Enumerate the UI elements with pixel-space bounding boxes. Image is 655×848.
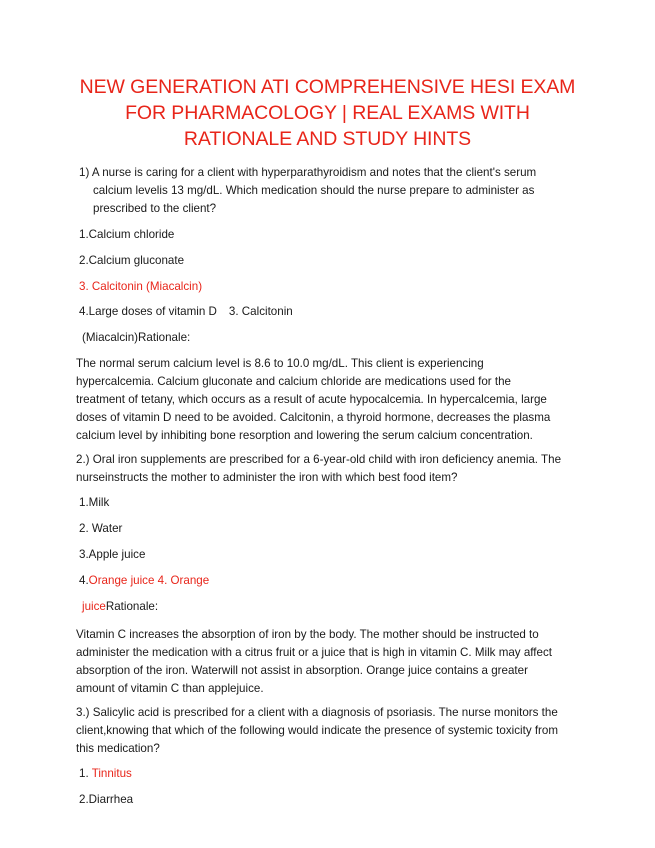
title-line: NEW GENERATION ATI COMPREHENSIVE HESI EXAM [79, 76, 576, 98]
q2-answer-continued [82, 600, 158, 614]
q3-answer-text: Tinnitus [91, 767, 132, 780]
q2-question-line: nurseinstructs the mother to administer the iron with which best food item? [76, 471, 458, 484]
q1-rationale-line: hypercalcemia. Calcium gluconate and calcium chloride are medications used for the [76, 375, 511, 388]
q2-rationale-line: Vitamin C increases the absorption of iron by the body. The mother should be instructed to [76, 628, 539, 641]
q1-option [79, 305, 293, 319]
q1-question-line: calcium levelis 13 mg/dL. Which medication should the nurse prepare to administer as [93, 184, 535, 197]
q2-option-correct [79, 574, 209, 588]
q1-option-text: 4.Large doses of vitamin D [79, 305, 217, 318]
title-line: RATIONALE AND STUDY HINTS [183, 128, 472, 150]
q2-option: 1.Milk [79, 496, 110, 509]
q1-question-line: prescribed to the client? [93, 202, 217, 215]
q1-rationale-line: doses of vitamin D need to be avoided. Calcitonin, a thyroid hormone, decreases the plasma [76, 411, 551, 424]
q1-rationale-line: The normal serum calcium level is 8.6 to 10.0 mg/dL. This client is experiencing [76, 357, 484, 370]
q2-answer-text: Orange juice 4. Orange [88, 574, 210, 587]
q2-answer-red: juice [82, 600, 106, 613]
q3-option-correct [79, 767, 132, 781]
q1-question-line: 1) A nurse is caring for a client with hyperparathyroidism and notes that the client's serum [79, 166, 537, 179]
q2-rationale-line: amount of vitamin C than applejuice. [76, 682, 264, 695]
q3-question-line: 3.) Salicylic acid is prescribed for a client with a diagnosis of psoriasis. The nurse monitors the [76, 706, 558, 719]
q2-question-line: 2.) Oral iron supplements are prescribed for a 6-year-old child with iron deficiency anemia. The [76, 453, 562, 466]
q2-option-number: 4. [79, 574, 89, 587]
q1-answer-text: 3. Calcitonin [228, 305, 293, 318]
q3-question-line: client,knowing that which of the following would indicate the presence of systemic toxicity from [76, 724, 559, 737]
q2-rationale-label: Rationale: [105, 600, 159, 613]
document-title [40, 74, 615, 152]
title-line: FOR PHARMACOLOGY | REAL EXAMS WITH [125, 102, 530, 124]
q3-question-line: this medication? [76, 742, 160, 755]
q2-option: 2. Water [79, 522, 123, 535]
q2-rationale-line: absorption of the iron. Waterwill not assist in absorption. Orange juice contains a greater [76, 664, 528, 677]
q1-rationale-line: calcium level by inhibiting bone resorption and lowering the serum calcium concentration. [76, 429, 533, 442]
q2-rationale-line: administer the medication with a citrus fruit or a juice that is high in vitamin C. Milk may affect [76, 646, 552, 659]
q1-option-correct: 3. Calcitonin (Miacalcin) [79, 280, 203, 293]
q2-option: 3.Apple juice [79, 548, 146, 561]
q1-rationale-line: treatment of tetany, which occurs as a result of acute hypocalcemia. In hypercalcemia, large [76, 393, 547, 406]
q1-option: 2.Calcium gluconate [79, 254, 185, 267]
q3-option: 2.Diarrhea [79, 793, 134, 806]
q1-option: 1.Calcium chloride [79, 228, 175, 241]
q1-answer-continued: (Miacalcin)Rationale: [82, 331, 191, 344]
q3-option-number: 1. [79, 767, 89, 780]
